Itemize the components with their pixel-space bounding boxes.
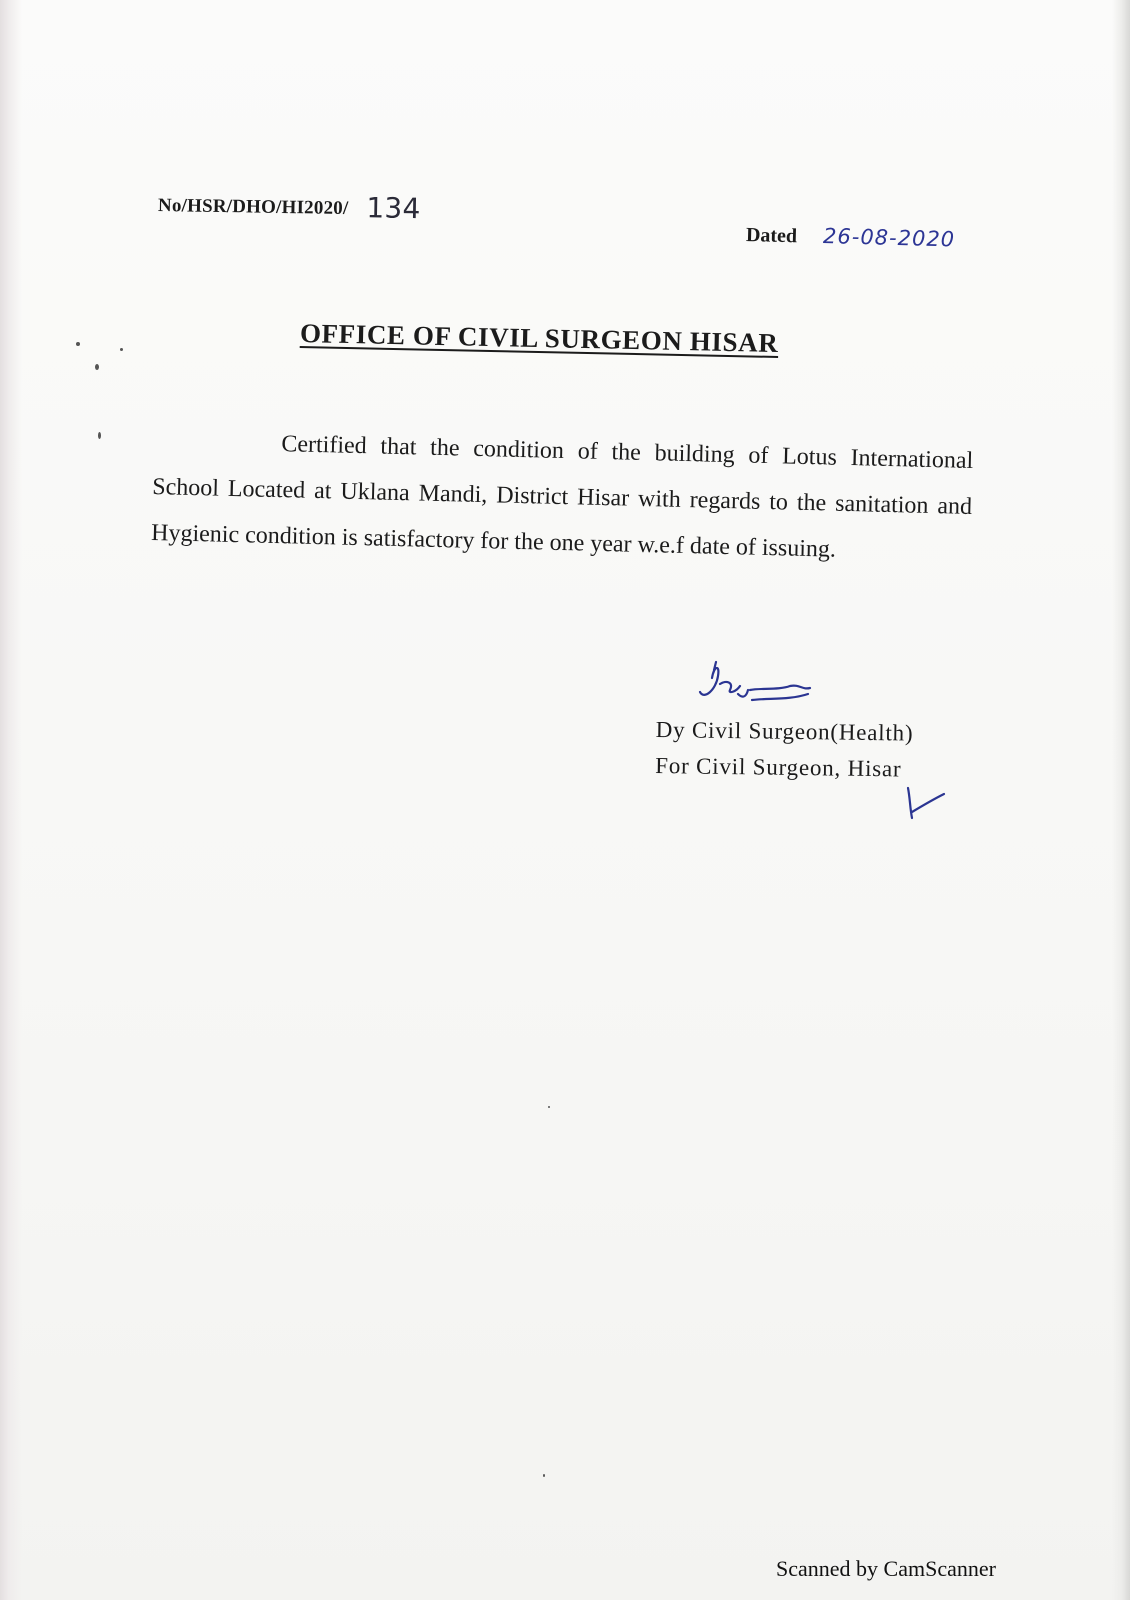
scan-speck <box>95 364 99 370</box>
scan-speck <box>120 348 123 351</box>
scanner-watermark: Scanned by CamScanner <box>776 1556 996 1581</box>
left-scan-edge <box>0 0 22 1600</box>
reference-number-handwritten: 134 <box>366 191 421 226</box>
reference-prefix: No/HSR/DHO/HI2020/ <box>157 195 349 219</box>
signatory-designation: Dy Civil Surgeon(Health) <box>655 716 914 746</box>
dated-value-handwritten: 26-08-2020 <box>822 224 956 252</box>
scan-speck <box>98 432 101 439</box>
scan-speck <box>543 1474 545 1477</box>
handwritten-tick-mark <box>898 784 950 824</box>
office-title: OFFICE OF CIVIL SURGEON HISAR <box>299 318 779 359</box>
certificate-body <box>151 418 974 576</box>
right-scan-edge <box>1112 0 1130 1600</box>
signatory-on-behalf: For Civil Surgeon, Hisar <box>655 752 902 782</box>
dated-label: Dated <box>745 224 798 248</box>
certificate-paragraph: Certified that the condition of the building of Lotus International School Located at Uklana Mandi, District Hisar with regards to the sanitation and Hygienic condition is satisfactory for the one year w.e.f date of issuing. <box>150 431 974 563</box>
signatory-block <box>655 712 914 788</box>
date-line <box>746 222 956 252</box>
scan-speck <box>76 342 80 346</box>
reference-number-line <box>158 188 421 225</box>
scan-speck <box>548 1106 550 1108</box>
